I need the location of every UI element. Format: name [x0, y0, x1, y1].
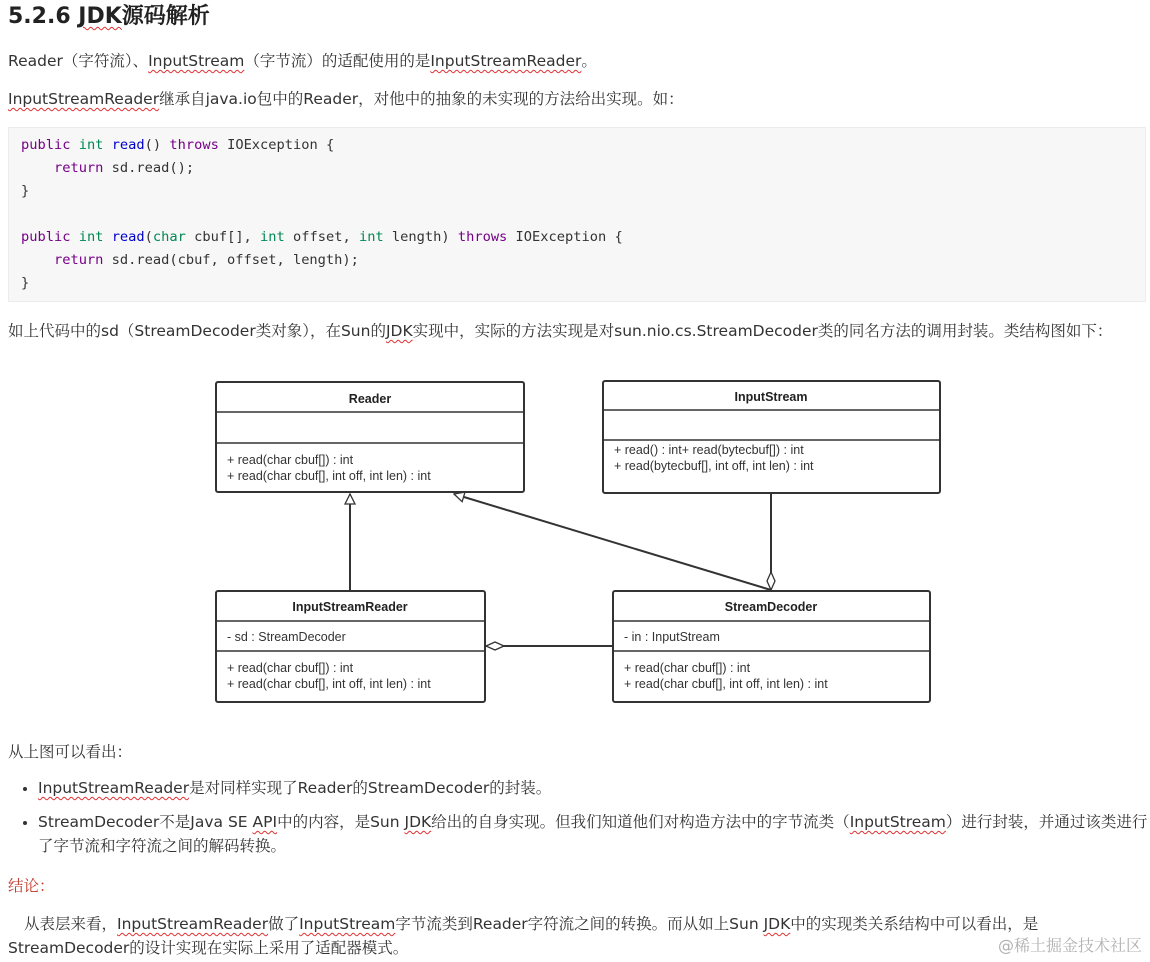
uml-class-diagram	[0, 360, 1150, 720]
class-operation: + read(char cbuf[], int off, int len) : int	[227, 677, 431, 691]
code-line: return sd.read(cbuf, offset, length);	[53, 252, 359, 268]
intro-paragraph-2: InputStreamReader继承自java.io包中的Reader，对他中的抽象的未实现的方法给出实现。如：	[8, 90, 684, 108]
class-name-reader: Reader	[348, 392, 392, 406]
class-name-streamdecoder: StreamDecoder	[724, 600, 818, 614]
code-line: }	[21, 275, 30, 291]
class-attribute: - sd : StreamDecoder	[227, 630, 346, 644]
code-line: public int read(char cbuf[], int offset, int length) throws IOException {	[21, 229, 623, 245]
code-line: public int read() throws IOException {	[21, 137, 335, 153]
conclusion-paragraph-line-1: 从表层来看，InputStreamReader做了InputStream字节流类到Reader字符流之间的转换。而从如上Sun JDK中的实现类关系结构中可以看出，是	[24, 915, 1039, 933]
class-box-streamdecoder	[613, 591, 930, 702]
conclusion-label: 结论：	[8, 877, 55, 895]
class-name-inputstream: InputStream	[734, 390, 808, 404]
list-item: • StreamDecoder不是Java SE API中的内容，是Sun JDK给出的自身实现。但我们知道他们对构造方法中的字节流类（InputStream）进行封装，并通过该类进行了字节流和字符流之间的解码转换。	[38, 810, 1148, 858]
bullet-list	[0, 776, 1148, 868]
class-attribute: - in : InputStream	[624, 630, 720, 644]
inheritance-arrow-sd-reader	[454, 494, 771, 590]
code-line: }	[21, 183, 30, 199]
class-name-inputstreamreader: InputStreamReader	[292, 600, 408, 614]
class-box-inputstream	[603, 381, 940, 493]
code-block	[8, 127, 1146, 302]
list-item: • InputStreamReader是对同样实现了Reader的StreamDecoder的封装。	[38, 776, 1148, 800]
class-operation: + read(char cbuf[]) : int	[227, 453, 354, 467]
intro-paragraph-1: Reader（字符流）、InputStream（字节流）的适配使用的是InputStreamReader。	[8, 52, 597, 70]
explanation-paragraph: 如上代码中的sd（StreamDecoder类对象），在Sun的JDK实现中，实际的方法实现是对sun.nio.cs.StreamDecoder类的同名方法的调用封装。类结构图如下：	[8, 322, 1113, 340]
class-operation: + read(bytecbuf[], int off, int len) : int	[614, 459, 814, 473]
class-operation: + read(char cbuf[], int off, int len) : int	[624, 677, 828, 691]
watermark: @稀土掘金技术社区	[997, 936, 1142, 955]
section-title: 5.2.6 JDK源码解析	[8, 4, 210, 29]
conclusion-paragraph-line-2: StreamDecoder的设计实现在实际上采用了适配器模式。	[8, 939, 409, 957]
class-box-inputstreamreader	[216, 591, 485, 702]
class-operation: + read() : int+ read(bytecbuf[]) : int	[614, 443, 804, 457]
code-line: return sd.read();	[53, 160, 195, 176]
class-operation: + read(char cbuf[], int off, int len) : int	[227, 469, 431, 483]
observation-text: 从上图可以看出：	[8, 743, 133, 761]
class-box-reader	[216, 382, 524, 492]
class-operation: + read(char cbuf[]) : int	[624, 661, 751, 675]
class-operation: + read(char cbuf[]) : int	[227, 661, 354, 675]
